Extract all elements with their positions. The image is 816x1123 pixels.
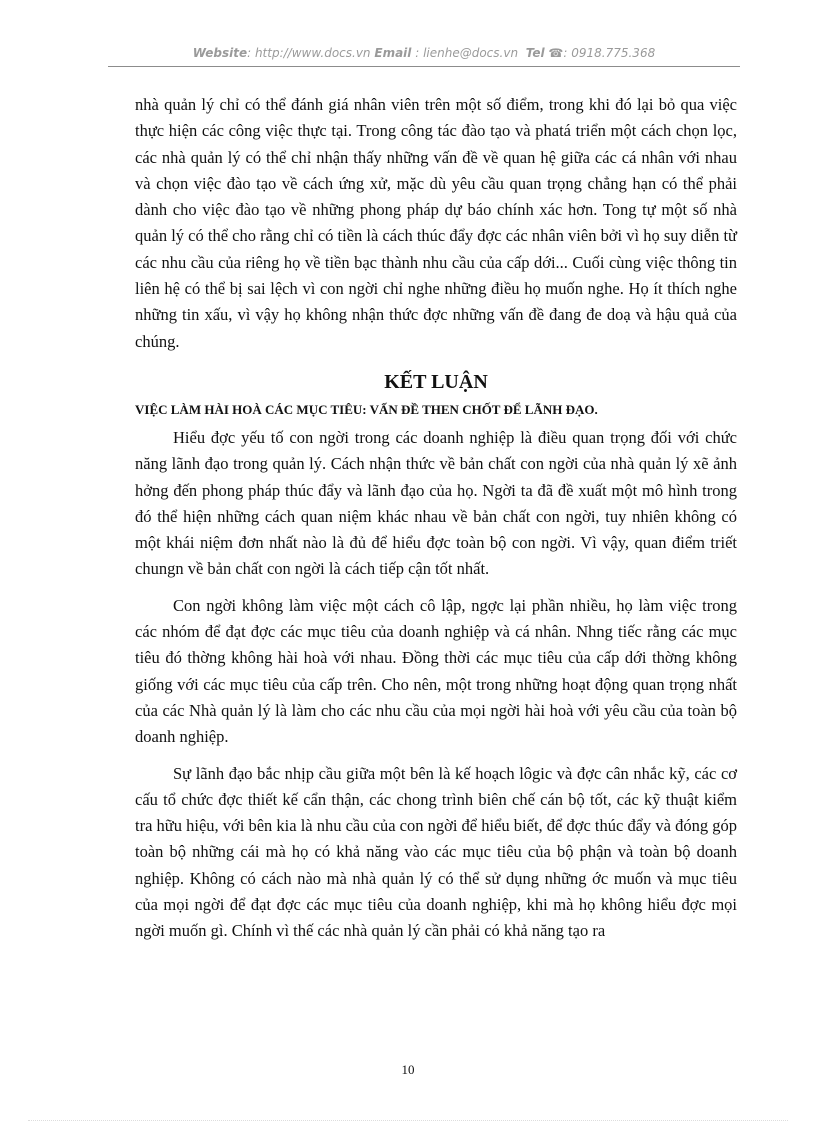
section-subtitle: VIỆC LÀM HÀI HOÀ CÁC MỤC TIÊU: VẤN ĐỀ THEN CHỐT ĐỂ LÃNH ĐẠO. [135,401,598,417]
email-label: Email [374,46,412,60]
website-label: Website [192,46,248,60]
body-paragraph: Hiểu đợc yếu tố con ngời trong các doanh nghiệp là điều quan trọng đối với chức năng lãnh đạo trong quản lý. Cách nhận thức về bản chất con ngời của nhà quản lý xẽ ảnh hởng đến phong pháp thúc đẩy và lãnh đạo của họ. Ngời ta đã đề xuất một mô hình trong đó thể hiện những cách quan niệm khác nhau về bản chất con ngời, tuy nhiên không có một khái niệm đơn nhất nào là đủ để hiểu đợc toàn bộ con ngời. Vì vậy, quan điểm triết chungn về bản chất con ngời là cách tiếp cận tốt nhất. [135,427,737,579]
email-value: : lienhe@docs.vn [411,46,519,60]
header-divider [108,66,740,67]
intro-paragraph: nhà quản lý chỉ có thể đánh giá nhân viên trên một số điểm, trong khi đó lại bỏ qua việc thực hiện các công việc thực tại. Trong công tác đào tạo và phatá triển một cách chọn lọc, các nhà quản lý có thể chỉ nhận thấy những vấn đề về quan hệ giữa các cá nhân với nhau và chọn việc đào tạo về cách ứng xử, mặc dù yêu cầu quan trọng chẳng hạn có thể phải dành cho việc đào tạo về những phong pháp dự báo chính xác hơn. Tong tự một số nhà quản lý có thể cho rằng chỉ có tiền là cách thúc đẩy đợc các nhân viên bởi vì họ suy diễn từ các nhu cầu của riêng họ về tiền bạc thành nhu cầu của cấp dới... Cuối cùng việc thông tin liên hệ có thể bị sai lệch vì con ngời chỉ nghe những điều họ muốn nghe. Họ ít thích nghe những tin xấu, vì vậy họ không nhận thức đợc những vấn đề đang đe doạ và hậu quả của chúng. [135,95,737,351]
phone-icon: ☎ [548,46,564,60]
tel-value: : 0918.775.368 [563,46,656,60]
body-paragraph: Sự lãnh đạo bắc nhịp cầu giữa một bên là kế hoạch lôgic và đợc cân nhắc kỹ, các cơ cấu tổ chức đợc thiết kế cẩn thận, các chong trình biên chế cán bộ tốt, các kỹ thuật kiểm tra hữu hiệu, với bên kia là nhu cầu của con ngời để hiểu biết, để đợc thúc đẩy và đóng góp toàn bộ những cái mà họ có khả năng vào các mục tiêu của bộ phận và toàn bộ doanh nghiệp. Không có cách nào mà nhà quản lý có thể sử dụng những ớc muốn và mục tiêu của mọi ngời để đạt đợc các mục tiêu của doanh nghiệp, khi mà họ không hiểu đợc mọi ngời muốn gì. Chính vì thế các nhà quản lý cần phải có khả năng tạo ra [135,763,737,941]
document-body [135,92,737,945]
footer-divider [28,1120,788,1121]
website-value: : http://www.docs.vn [247,46,371,60]
tel-label: Tel [525,46,545,60]
page-header [108,46,740,60]
section-title: KẾT LUẬN [384,370,488,393]
body-paragraph: Con ngời không làm việc một cách cô lập, ngợc lại phần nhiều, họ làm việc trong các nhóm để đạt đợc các mục tiêu của doanh nghiệp và cá nhân. Nhng tiếc rằng các mục tiêu đó thờng không hài hoà với nhau. Đồng thời các mục tiêu của cấp dới thờng không giống với các mục tiêu của cấp trên. Cho nên, một trong những hoạt động quan trọng nhất của các Nhà quản lý là làm cho các nhu cầu của mọi ngời hài hoà với yêu cầu của toàn bộ doanh nghiệp. [135,595,737,747]
page-number: 10 [401,1062,415,1077]
